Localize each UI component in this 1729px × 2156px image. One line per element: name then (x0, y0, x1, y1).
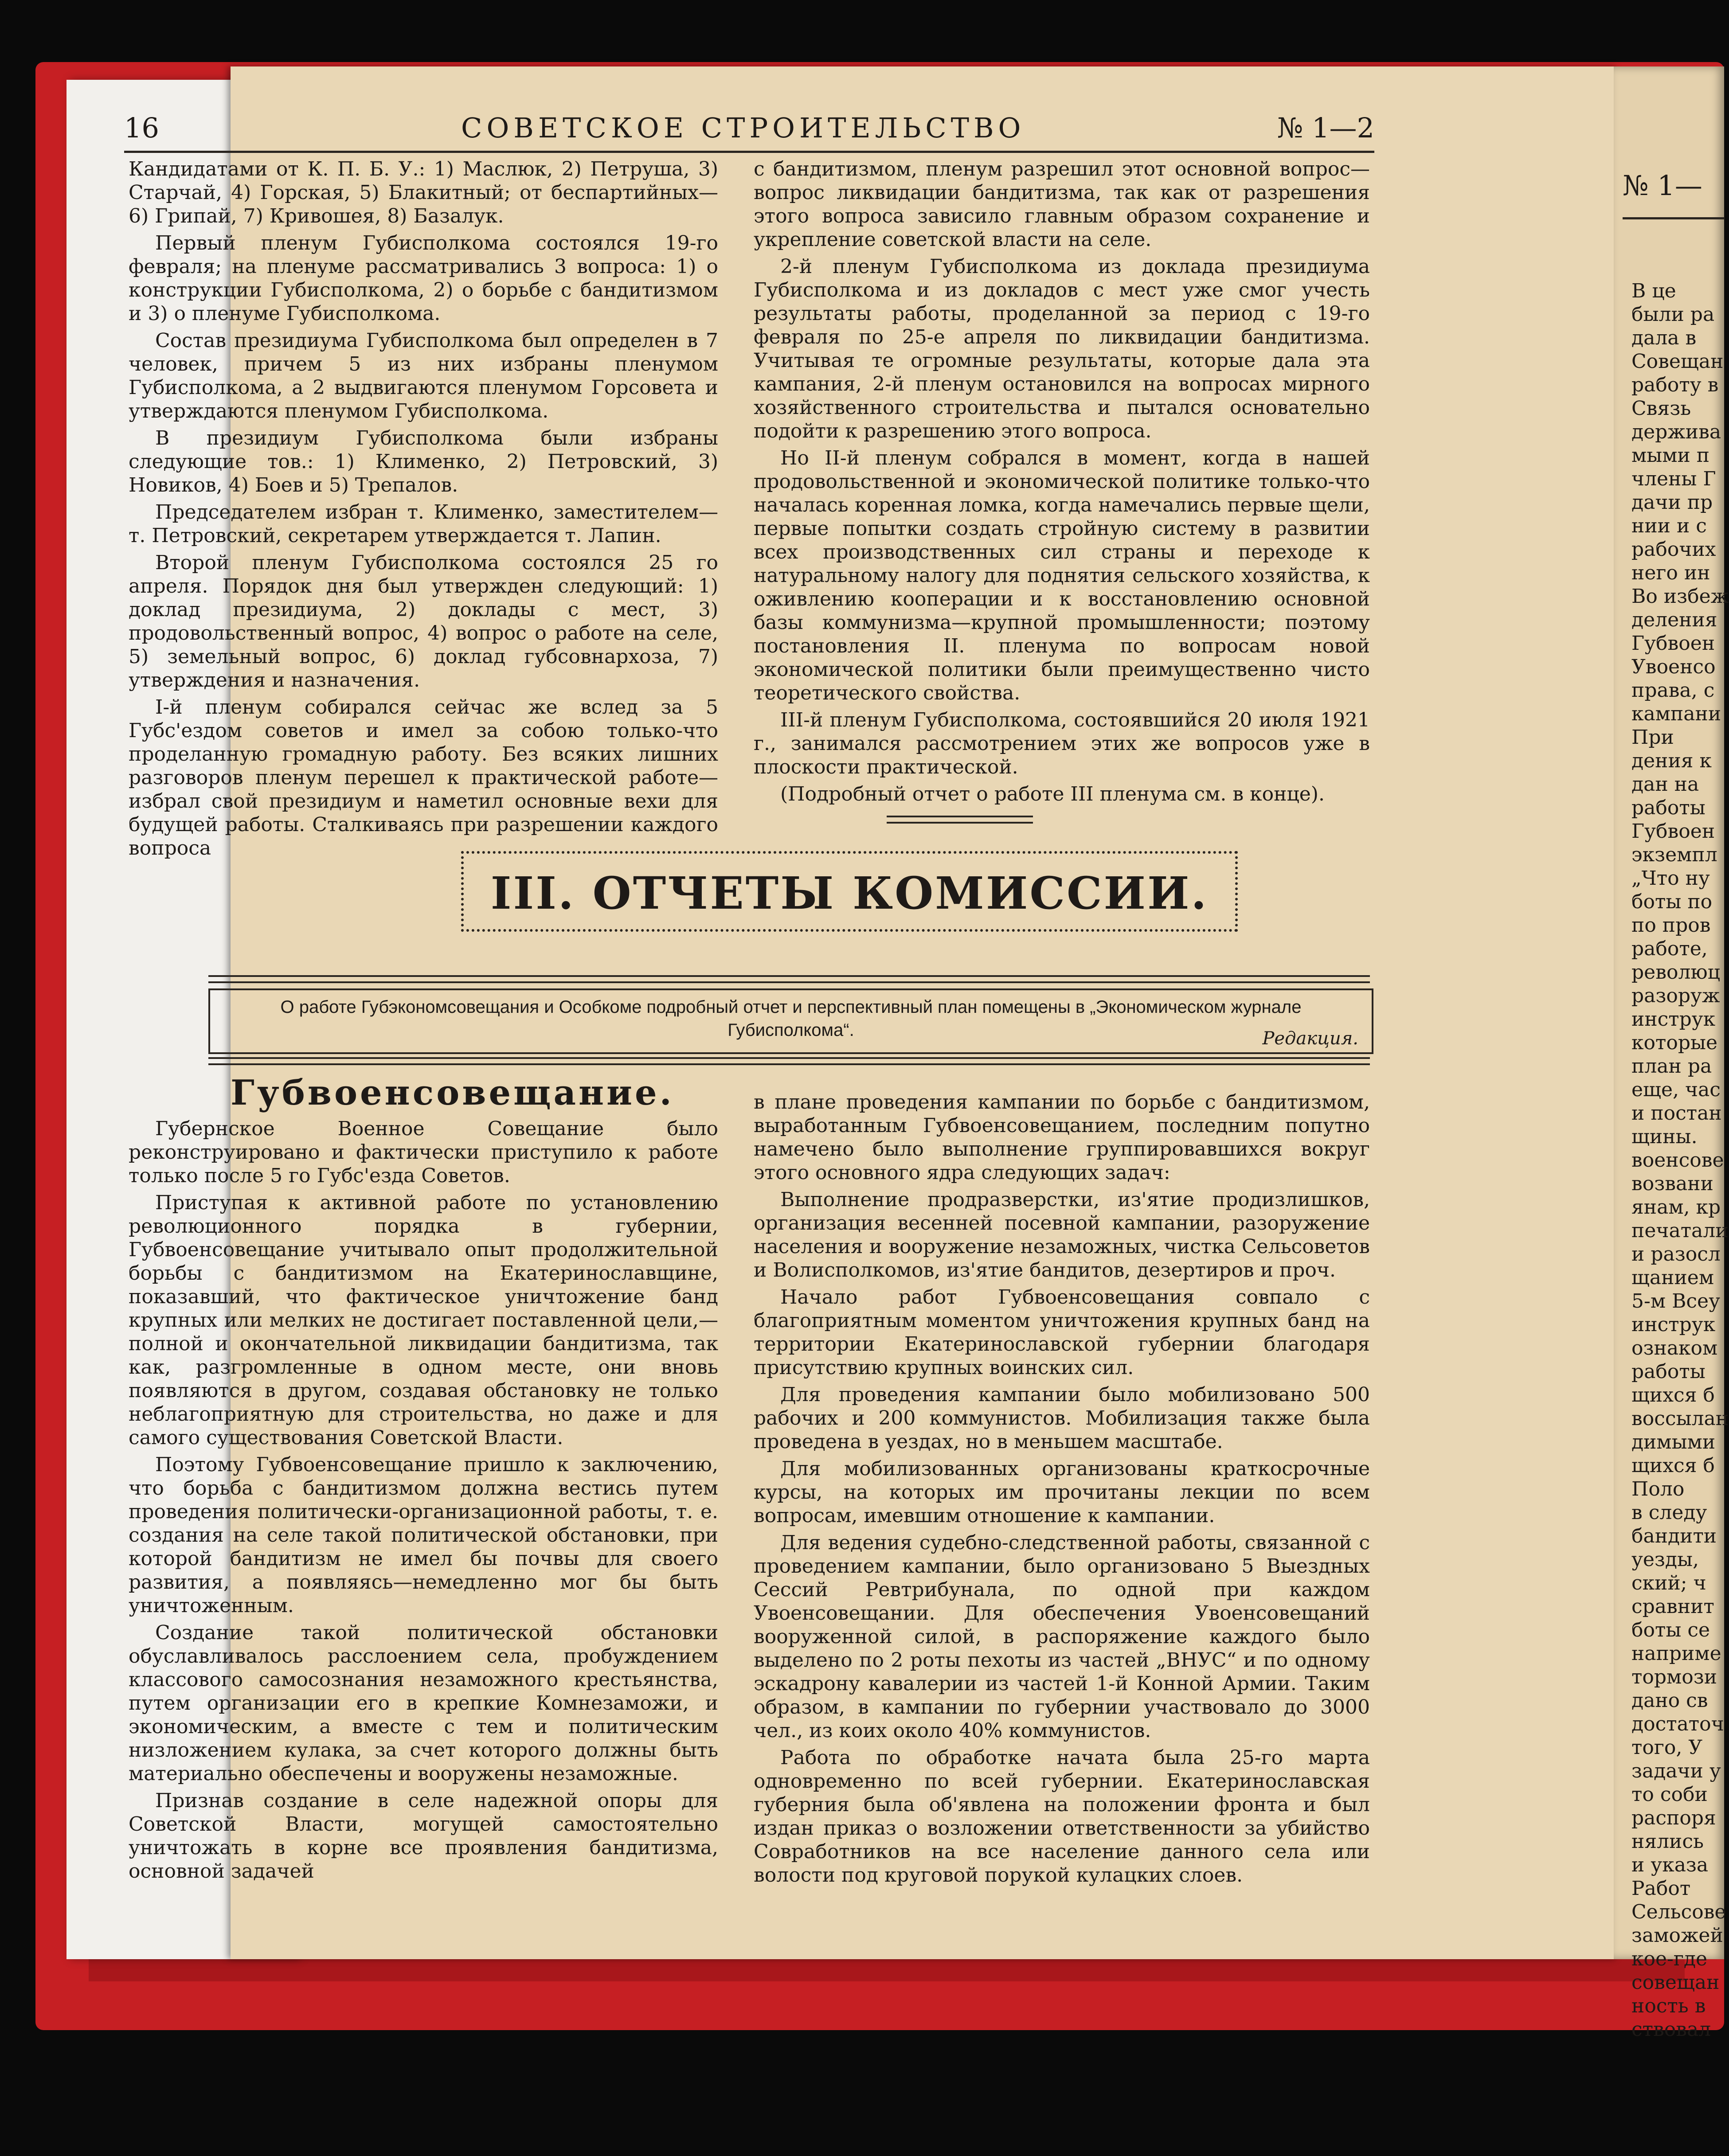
facing-page-line: достаточ (1631, 1713, 1724, 1735)
facing-page-line: которые (1631, 1031, 1718, 1054)
facing-page-line: 5-м Всеу (1631, 1290, 1720, 1312)
facing-page-line: В це (1631, 280, 1676, 302)
facing-page-line: Увоенсо (1631, 656, 1716, 678)
facing-page-line: боты се (1631, 1619, 1710, 1641)
facing-page-line: него ин (1631, 562, 1710, 584)
paragraph: 2-й пленум Губисполкома из доклада президиума Губисполкома и из докладов с мест уже смог учесть результаты работы, проделанной за период с 19-го февраля по 25-е апреля по ликвидации бандитизма. Учитывая те огромные результаты, которые дала эта кампания, 2-й пленум остановился на вопросах мирного хозяйственного строительства и пытался основательно подойти к разрешению этого вопроса. (754, 255, 1370, 442)
facing-page-line: и постан (1631, 1102, 1722, 1125)
facing-page-line: были ра (1631, 303, 1715, 326)
paragraph: (Подробный отчет о работе III пленума см. в конце). (780, 783, 1325, 805)
facing-page-line: распоря (1631, 1807, 1716, 1829)
paragraph: Работа по обработке начата была 25-го марта одновременно по всей губернии. Екатеринославская губерния была об'явлена на положении фронта и был издан приказ о возложении ответственности за убийство Совработников на все население данного села или волости под круговой порукой кулацких слоев. (754, 1746, 1370, 1886)
facing-page-line: права, с (1631, 679, 1715, 702)
facing-page (1614, 66, 1729, 2041)
facing-page-text (1631, 279, 1729, 2041)
section-banner-title: III. ОТЧЕТЫ КОМИССИИ. (490, 867, 1209, 919)
paragraph: Для ведения судебно-следственной работы, связанной с проведением кампании, было организовано 5 Выездных Сессий Ревтрибунала, по одной при каждом Увоенсовещании. Для обеспечения Увоенсовещаний вооруженной силой, в распоряжение каждого было выделено по 2 роты пехоты из частей „ВНУС“ и по одному эскадрону кавалерии из частей 1-й Конной Армии. Таким образом, в кампании по губернии участвовало до 3000 чел., из коих около 40% коммунистов. (754, 1531, 1370, 1742)
facing-page-line: члены Г (1631, 468, 1716, 490)
facing-page-line: щихся б (1631, 1454, 1715, 1477)
paragraph: Председателем избран т. Клименко, заместителем—т. Петровский, секретарем утверждается т. Лапин. (129, 501, 718, 547)
facing-page-line: работу в (1631, 374, 1719, 396)
facing-page-line: разоруж (1631, 984, 1720, 1007)
column-1 (129, 157, 718, 863)
page-number: 16 (124, 112, 159, 144)
facing-page-line: щихся б (1631, 1384, 1715, 1406)
facing-page-line: работе, (1631, 937, 1708, 960)
facing-page-line: инструк (1631, 1313, 1716, 1336)
facing-page-line: рабочих (1631, 538, 1716, 561)
facing-page-line: Сельсове (1631, 1901, 1726, 1923)
facing-page-line: щанием (1631, 1266, 1714, 1289)
facing-page-line: Во избеж (1631, 585, 1729, 608)
notice-editor: Редакция. (1262, 1028, 1358, 1049)
facing-page-line: экземпл (1631, 844, 1717, 866)
notice-rule-bottom (208, 1057, 1370, 1059)
facing-page-line: нии и с (1631, 515, 1707, 537)
facing-page-line: и разосл (1631, 1243, 1721, 1265)
facing-page-line: план ра (1631, 1055, 1712, 1078)
facing-page-line: Губвоен (1631, 632, 1715, 655)
paragraph: Создание такой политической обстановки обуславливалось расслоением села, пробуждением классового самосознания незаможного крестьянства, путем организации его в крепкие Комнезаможи, и экономическим, а вместе с тем и политическим низложением кулака, за счет которого должны быть материально обеспечены и вооружены незаможные. (129, 1621, 718, 1785)
facing-page-line: заможей (1631, 1924, 1723, 1947)
paragraph: Губернское Военное Совещание было реконструировано и фактически приступило к работе только после 5 го Губс'езда Советов. (129, 1117, 718, 1187)
facing-page-line: ствовал (1631, 2018, 1711, 2041)
facing-page-rule (1623, 217, 1725, 219)
paragraph: Кандидатами от К. П. Б. У.: 1) Маслюк, 2) Петруша, 3) Старчай, 4) Горская, 5) Блакитный; от беспартийных—6) Грипай, 7) Кривошея, 8) Базалук. (129, 158, 718, 227)
running-header (124, 103, 1374, 152)
facing-page-line: по пров (1631, 914, 1711, 937)
facing-page-line: дачи пр (1631, 491, 1713, 514)
facing-page-line: мыми п (1631, 444, 1710, 467)
paragraph: с бандитизмом, пленум разрешил этот основной вопрос—вопрос ликвидации бандитизма, так как от разрешения этого вопроса зависило главным образом сохранение и укрепление советской власти на селе. (754, 158, 1370, 251)
paragraph: Для проведения кампании было мобилизовано 500 рабочих и 200 коммунистов. Мобилизация также была проведена в уездах, но в меньшем масштабе. (754, 1383, 1370, 1453)
paragraph: Но II-й пленум собрался в момент, когда в нашей продовольственной и экономической политике только-что началась коренная ломка, когда намечались первые щели, первые попытки создать стройную систему в развитии всех производственных сил страны и переходе к натуральному налогу для поднятия сельского хозяйства, к оживлению кооперации и к восстановлению основной базы коммунизма—крупной промышленности; поэтому постановления II. пленума по вопросам новой экономической политики были преимущественно чисто теоретического свойства. (754, 447, 1370, 704)
facing-page-line: в следу (1631, 1501, 1707, 1524)
facing-page-line: Поло (1631, 1478, 1685, 1500)
paragraph: Выполнение продразверстки, из'ятие продизлишков, организация весенней посевной кампании, разоружение населения и вооружение незаможных, чистка Сельсоветов и Волисполкомов, из'ятие бандитов, дезертиров и проч. (754, 1188, 1370, 1281)
facing-page-line: Совещан (1631, 350, 1724, 373)
facing-page-line: воссылан (1631, 1407, 1729, 1430)
paragraph: Первый пленум Губисполкома состоялся 19-го февраля; на пленуме рассматривались 3 вопроса: 1) о конструкции Губисполкома, 2) о борьбе с бандитизмом и 3) о пленуме Губисполкома. (129, 232, 718, 325)
facing-page-line: щины. (1631, 1125, 1698, 1148)
facing-page-line: ознаком (1631, 1337, 1718, 1359)
paragraph: III-й пленум Губисполкома, состоявшийся 20 июля 1921 г., занимался рассмотрением этих же вопросов уже в плоскости практической. (754, 709, 1370, 778)
facing-page-line: революц (1631, 961, 1721, 984)
facing-page-line: то соби (1631, 1783, 1708, 1806)
facing-page-line: совещан (1631, 1971, 1720, 1994)
facing-page-line: наприме (1631, 1642, 1721, 1665)
paragraph: Второй пленум Губисполкома состоялся 25 го апреля. Порядок дня был утвержден следующий: 1) доклад президиума, 2) доклады с мест, 3) продовольственный вопрос, 4) вопрос о работе на селе, 5) земельный вопрос, 6) доклад губсовнархоза, 7) утверждения и назначения. (129, 551, 718, 691)
section-banner (461, 851, 1238, 932)
paragraph: Для мобилизованных организованы краткосрочные курсы, на которых им прочитаны лекции по всем вопросам, имевшим отношение к кампании. (754, 1457, 1370, 1527)
facing-page-line: Работ (1631, 1877, 1691, 1900)
facing-page-line: возвани (1631, 1172, 1713, 1195)
facing-page-line: При (1631, 726, 1674, 749)
column-4 (754, 1090, 1370, 1890)
facing-page-line: сравнит (1631, 1595, 1714, 1618)
facing-page-line: кое-где (1631, 1948, 1708, 1970)
paragraph: Признав создание в селе надежной опоры для Советской Власти, могущей самостоятельно уничтожать в корне все проявления бандитизма, основной задачей (129, 1789, 718, 1883)
paragraph: В президиум Губисполкома были избраны следующие тов.: 1) Клименко, 2) Петровский, 3) Новиков, 4) Боев и 5) Трепалов. (129, 427, 718, 496)
issue-number: № 1—2 (1277, 112, 1374, 144)
facing-page-line: кампани (1631, 703, 1721, 725)
header-rule (124, 151, 1374, 153)
paragraph: в плане проведения кампании по борьбе с бандитизмом, выработанным Губвоенсовещанием, последним попутно намечено было выполнение группировавшихся вокруг этого основного ядра следующих задач: (754, 1091, 1370, 1184)
editorial-notice (208, 988, 1373, 1054)
facing-page-line: бандити (1631, 1525, 1717, 1547)
facing-page-line: боты по (1631, 891, 1713, 913)
paragraph: Поэтому Губвоенсовещание пришло к заключению, что борьба с бандитизмом должна вестись путем проведения политически-организационной работы, т. е. создания на селе такой политической обстановки, при которой бандитизм не имел бы почвы для своего развития, а появляясь—немедленно мог бы быть уничтоженным. (129, 1453, 718, 1617)
facing-page-line: дала в (1631, 327, 1697, 349)
facing-page-line: работы (1631, 797, 1706, 819)
article-title: Губвоенсовещание. (231, 1073, 674, 1113)
paragraph: Приступая к активной работе по установлению революционного порядка в губернии, Губвоенсовещание учитывало опыт продолжительной борьбы с бандитизмом на Екатеринославщине, показавший, что фактическое уничтожение банд крупных или мелких не достигает поставленной цели,—полной и окончательной ликвидации бандитизма, так как, разгромленные в одном месте, они вновь появляются в другом, создавая обстановку не только неблагоприятную для строительства, но даже и для самого существования Советской Власти. (129, 1191, 718, 1449)
facing-page-line: дан на (1631, 773, 1699, 796)
facing-page-line: димыми (1631, 1431, 1716, 1453)
facing-page-line: „Что ну (1631, 867, 1710, 890)
facing-page-line: Губвоен (1631, 820, 1715, 843)
facing-page-line: дения к (1631, 750, 1712, 772)
notice-text: О работе Губэкономсовещания и Особкоме подробный отчет и перспективный план помещены в „Экономическом журнале Губисполкома“. (280, 997, 1302, 1040)
column-3 (129, 1117, 718, 1886)
facing-page-line: Связь (1631, 397, 1691, 420)
facing-page-line: деления (1631, 609, 1717, 631)
pencil-marks (1587, 949, 1605, 1170)
facing-page-line: держива (1631, 421, 1721, 443)
journal-title: СОВЕТСКОЕ СТРОИТЕЛЬСТВО (461, 112, 1025, 144)
facing-page-line: янам, кр (1631, 1196, 1721, 1219)
facing-page-line: дано св (1631, 1689, 1708, 1712)
facing-page-line: того, У (1631, 1736, 1703, 1759)
paragraph: Начало работ Губвоенсовещания совпало с благоприятным моментом уничтожения крупных банд на территории Екатеринославской губернии благодаря присутствию крупных воинских сил. (754, 1286, 1370, 1379)
facing-page-line: и указа (1631, 1854, 1709, 1876)
facing-page-header: № 1— (1623, 169, 1702, 202)
section-divider (887, 816, 1033, 817)
facing-page-line: задачи у (1631, 1760, 1721, 1782)
paragraph: I-й пленум собирался сейчас же вслед за 5 Губс'ездом советов и имел за собою только-что проделанную громадную работу. Без всяких лишних разговоров пленум перешел к практической работе—избрал свой президиум и наметил основные вехи для будущей работы. Сталкиваясь при разрешении каждого вопроса (129, 696, 718, 859)
facing-page-line: ский; ч (1631, 1572, 1706, 1594)
facing-page-line: ность в (1631, 1995, 1706, 2017)
facing-page-line: инструк (1631, 1008, 1716, 1031)
paragraph: Состав президиума Губисполкома был определен в 7 человек, причем 5 из них избраны пленумом Губисполкома, а 2 выдвигаются пленумом Горсовета и утверждаются пленумом Губисполкома. (129, 329, 718, 422)
facing-page-line: печатали (1631, 1219, 1729, 1242)
facing-page-line: уезды, (1631, 1548, 1699, 1571)
facing-page-line: военсове (1631, 1149, 1724, 1172)
facing-page-line: работы (1631, 1360, 1706, 1383)
facing-page-line: нялись (1631, 1830, 1704, 1853)
column-2 (754, 157, 1370, 809)
notice-rule-top (208, 975, 1370, 977)
facing-page-line: тормози (1631, 1666, 1717, 1688)
facing-page-line: еще, час (1631, 1078, 1721, 1101)
